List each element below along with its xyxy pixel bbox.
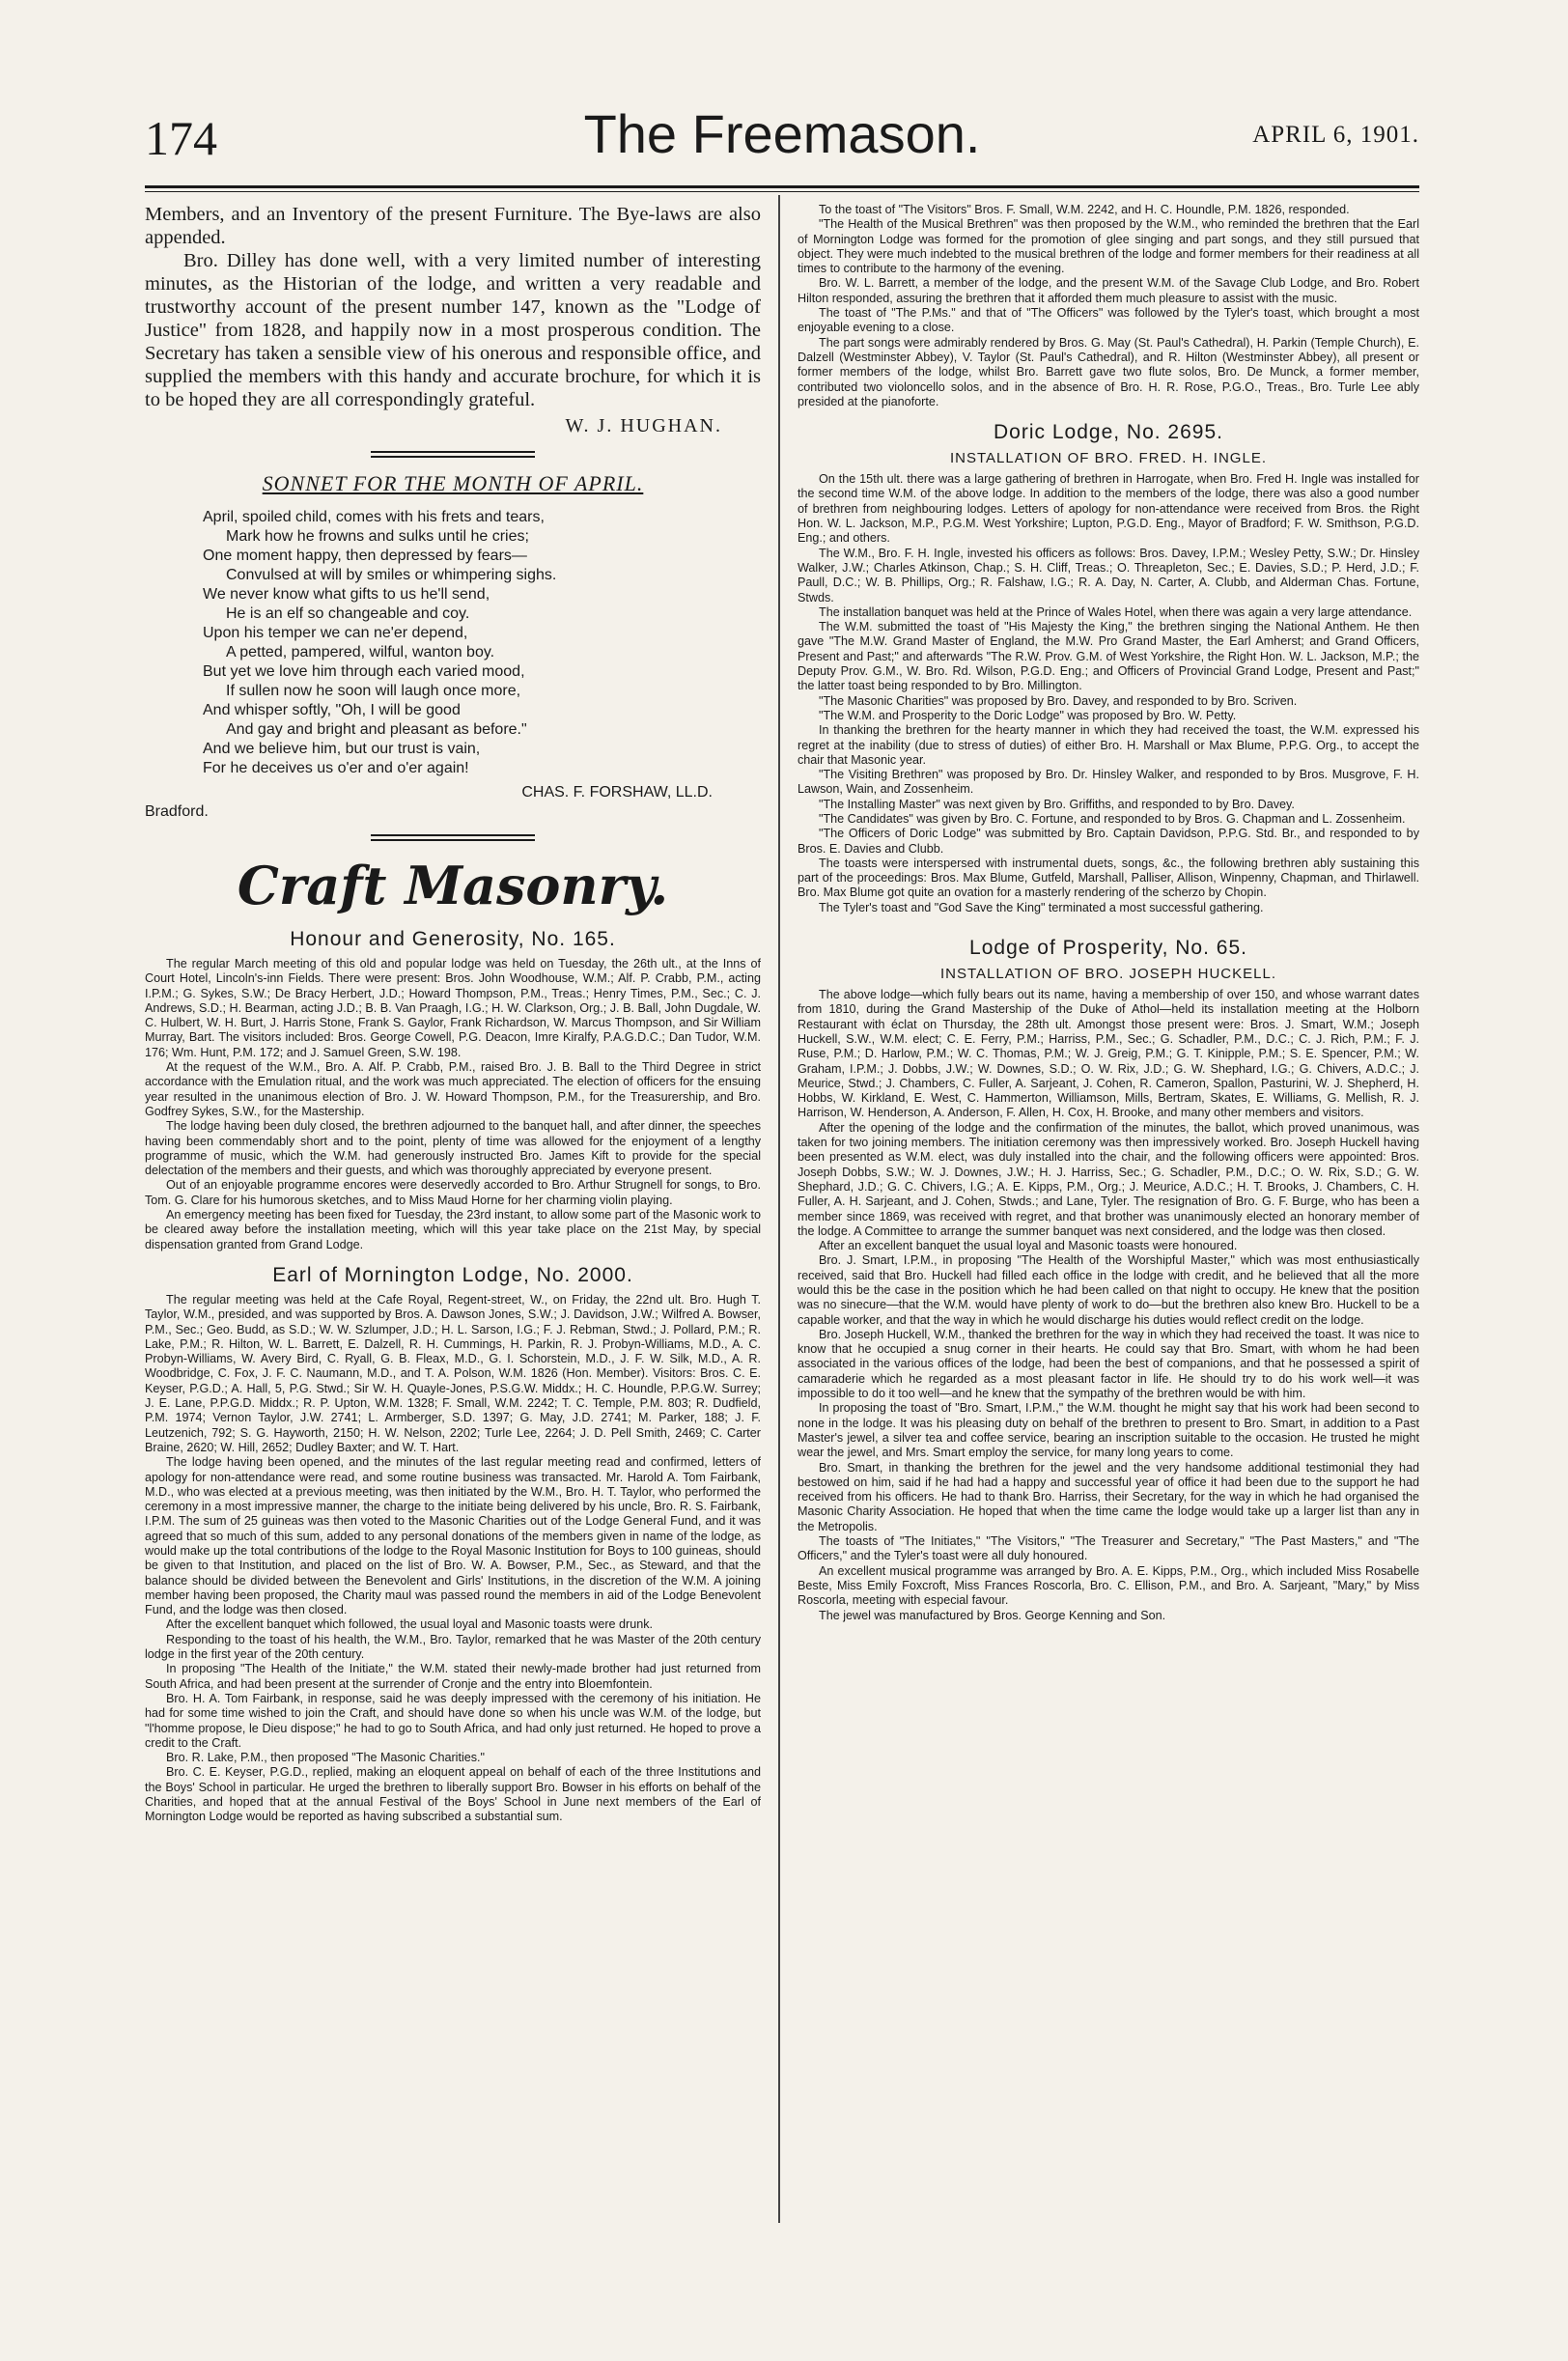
article-paragraph: The regular meeting was held at the Cafe Royal, Regent-street, W., on Friday, the 22nd ult. Bro. Hugh T. Taylor, W.M., presided, and was supported by Bros. A. Dawson Jones, S.W.; J. Davidson, J.W.; Wilfred A. Bowser, P.M., Sec.; Geo. Budd, as S.D.; W. W. Szlumper, J.D.; H. L. Sarson, I.G.; F. J. Rebman, Stwd.; J. Pollard, P.M.; R. Lake, P.M.; R. Hilton, W. L. Barrett, E. Dalzell, R. H. Cummings, H. Parkin, R. J. Probyn-Williams, M.D., A. C. Probyn-Williams, W. Avery Bird, C. Ryall, G. B. Fleax, M.D., G. I. Schorstein, M.D., J. F. W. Silk, M.D., A. R. Woodbridge, C. Fox, J. F. C. Naumann, M.D., and T. A. Polson, W.M. 1826 (Hon. Member). Visitors: Bros. C. E. Keyser, P.G.D.; A. Hall, 5, P.G. Stwd.; Sir W. H. Quayle-Jones, P.S.G.W. Middx.; H. C. Houndle, P.P.G.W. Surrey; J. E. Lane, P.P.G.D. Middx.; R. P. Upton, W.M. 1328; F. Small, W.M. 2242; T. C. Temple, P.M. 803; R. Dudfield, P.M. 1974; Vernon Taylor, J.W. 2741; L. Armberger, S.D. 1397; G. May, J.D. 2741; M. Parker, 188; J. F. Leutzenich, 792; S. G. Hayworth, 2150; H. W. Nelson, 2202; Turle Lee, 2264; J. D. Pell Smith, 2469; C. Carter Braine, 2620; W. Hill, 2652; Dudley Baxter; and W. T. Hart. <box>145 1292 761 1454</box>
article-paragraph: In proposing the toast of "Bro. Smart, I.P.M.," the W.M. thought he might say that his work had been second to none in the lodge. It was his pleasing duty on behalf of the brethren to present to Bro. Smart, in addition to a Past Master's jewel, a silver tea and coffee service, bearing an inscription suitable to the occasion. He trusted he might wear the jewel, and Mrs. Smart employ the service, for many long years to come. <box>798 1401 1419 1460</box>
poem-line: Convulsed at will by smiles or whimpering sighs. <box>226 567 557 583</box>
article-paragraph: Bro. Joseph Huckell, W.M., thanked the brethren for the way in which they had received the toast. It was nice to know that he occupied a snug corner in their hearts. He could say that Bro. Smart, with whom he had been associated in the various offices of the lodge, had been the best of companions, and that he possessed a spirit of camaraderie which he regarded as a most pleasant factor in life. He should try to do his work well—it was impossible to do it too well—and he knew that the sympathy of the brethren would be with him. <box>798 1327 1419 1401</box>
poem-line: He is an elf so changeable and coy. <box>226 605 470 622</box>
article-paragraph: The part songs were admirably rendered by Bros. G. May (St. Paul's Cathedral), H. Parkin (Temple Church), E. Dalzell (Westminster Abbey), V. Taylor (St. Paul's Cathedral), and R. Hilton (Westminster Abbey), all present or former members of the lodge, whilst Bro. Barrett gave two flute solos, Bro. De Munck, a former member, contributed two violoncello solos, and in the absence of Bro. H. R. Rose, P.G.O., Treas., Bro. Turle Lee ably presided at the pianoforte. <box>798 335 1419 408</box>
article-signature: W. J. HUGHAN. <box>565 415 722 436</box>
article-title: Lodge of Prosperity, No. 65. <box>969 937 1247 960</box>
poem-line: One moment happy, then depressed by fears— <box>203 548 527 564</box>
masthead <box>145 97 1419 174</box>
header-rule-thin <box>145 191 1419 192</box>
article-paragraph: In thanking the brethren for the hearty manner in which they had received the toast, the W.M. expressed his regret at the inability (due to stress of duties) of either Bro. H. Marshall or Max Blume, P.P.G. Org., to accept the chair that Masonic year. <box>798 723 1419 767</box>
left-column <box>145 203 761 2211</box>
section-divider <box>371 834 535 841</box>
poem-line: If sullen now he soon will laugh once more, <box>226 683 521 699</box>
column-separator <box>778 195 780 2223</box>
article-subtitle: INSTALLATION OF BRO. FRED. H. INGLE. <box>950 450 1267 467</box>
poem-line: A petted, pampered, wilful, wanton boy. <box>226 644 495 661</box>
intro-paragraph: Members, and an Inventory of the present Furniture. The Bye-laws are also appended. <box>145 204 761 248</box>
article-paragraph: The jewel was manufactured by Bros. George Kenning and Son. <box>819 1608 1166 1622</box>
article-paragraph: The toasts were interspersed with instrumental duets, songs, &c., the following brethren ably sustaining this part of the proceedings: Bros. Max Blume, Gutfeld, Marshall, Palliser, Allison, Winpenny, Chapman, and Thirlawell. Bro. Max Blume got quite an ovation for a masterly rendering of the scherzo by Chopin. <box>798 856 1419 900</box>
article-paragraph: The toast of "The P.Ms." and that of "The Officers" was followed by the Tyler's toast, which brought a most enjoyable evening to a close. <box>798 306 1419 335</box>
article-paragraph: The toasts of "The Initiates," "The Visitors," "The Treasurer and Secretary," "The Past Masters," and "The Officers," and the Tyler's toast were all duly honoured. <box>798 1534 1419 1563</box>
article-subtitle: INSTALLATION OF BRO. JOSEPH HUCKELL. <box>939 966 1276 983</box>
article-paragraph: "The W.M. and Prosperity to the Doric Lodge" was proposed by Bro. W. Petty. <box>819 708 1237 722</box>
page-number: 174 <box>145 111 217 165</box>
poem-line: But yet we love him through each varied mood, <box>203 663 525 680</box>
article-paragraph: After the opening of the lodge and the confirmation of the minutes, the ballot, which proved unanimous, was taken for two joining members. The initiation ceremony was then impressively worked. Bro. Joseph Huckell having been presented as W.M. elect, was duly installed into the chair, and the following officers were appointed: Bros. Joseph Dobbs, S.W.; W. J. Downes, J.W.; H. J. Harriss, Sec.; G. Schadler, P.M., D.C.; O. W. Rix, S.D.; G. W. Shephard, J.D.; G. C. Chivers, I.G.; A. E. Kipps, P.M., Org.; J. Meurice, A.D.C.; H. T. Brooks, J. Chambers, C. H. Fuller, A. H. Sarjeant, and J. Cohen, Stwds.; and Lane, Tyler. The resignation of Bro. G. F. Burge, who has been a member since 1869, was received with regret, and that brother was unanimously elected an honorary member of the lodge. A Committee to arrange the summer banquet was next considered, and the lodge was then closed. <box>798 1120 1419 1238</box>
poem-line: And we believe him, but our trust is vain, <box>203 741 481 757</box>
poem-line: April, spoiled child, comes with his frets and tears, <box>203 509 545 525</box>
poem-line: For he deceives us o'er and o'er again! <box>203 760 469 776</box>
article-paragraph: The lodge having been duly closed, the brethren adjourned to the banquet hall, and after dinner, the speeches having been commendably short and to the point, plenty of time was allowed for the enjoyment of a lengthy programme of music, which the W.M. had generously instructed Bro. James Kift to provide for the special delectation of the members and their guests, and which was thoroughly appreciated by everyone present. <box>145 1119 761 1178</box>
article-paragraph: Bro. R. Lake, P.M., then proposed "The Masonic Charities." <box>166 1751 486 1765</box>
article-paragraph: An emergency meeting has been fixed for Tuesday, the 23rd instant, to allow some part of the Masonic work to be cleared away before the installation meeting, which will this year take place on the 21st May, by special dispensation granted from Grand Lodge. <box>145 1208 761 1251</box>
article-title: Doric Lodge, No. 2695. <box>994 421 1223 444</box>
article-paragraph: The W.M. submitted the toast of "His Majesty the King," the brethren singing the National Anthem. He then gave "The M.W. Grand Master of England, the M.W. Pro Grand Master, the Earl Amherst; and Grand Officers, Present and Past;" and afterwards "The R.W. Prov. G.M. of West Yorkshire, the Right Hon. W. L. Jackson, M.P.; the Deputy Prov. G.M., W. Bro. Rd. Wilson, P.G.D. Eng.; and Officers of Provincial Grand Lodge, Present and Past;" the latter toast being responded to by Bro. Millington. <box>798 620 1419 693</box>
article-paragraph: In proposing "The Health of the Initiate," the W.M. stated their newly-made brother had just returned from South Africa, and had been present at the surrender of Cronje and the entry into Bloemfontein. <box>145 1662 761 1691</box>
article-paragraph: To the toast of "The Visitors" Bros. F. Small, W.M. 2242, and H. C. Houndle, P.M. 1826, responded. <box>819 203 1350 216</box>
article-paragraph: An excellent musical programme was arranged by Bro. A. E. Kipps, P.M., Org., which included Miss Rosabelle Beste, Miss Emily Foxcroft, Miss Frances Roscorla, Bro. C. Ellison, P.M., and Bro. A. Sarjeant, "Mary," by Miss Roscorla, meeting with especial favour. <box>798 1563 1419 1608</box>
sonnet-place: Bradford. <box>145 803 209 820</box>
article-paragraph: Bro. Smart, in thanking the brethren for the jewel and the very handsome additional testimonial they had bestowed on him, said if he had had a happy and successful year of office it had been due to the support he had received from his officers. He had to thank Bro. Harriss, their Secretary, for the way in which he had organised the Masonic Charity Association. He hoped that when the time came the lodge would take up a larger list than any in the Metropolis. <box>798 1460 1419 1533</box>
article-paragraph: On the 15th ult. there was a large gathering of brethren in Harrogate, when Bro. Fred H. Ingle was installed for the second time W.M. of the above lodge. In addition to the members of the lodge, there was also a good number of brethren from neighbouring lodges. Letters of apology for non-attendance were received from Bros. the Right Hon. W. L. Jackson, M.P., P.G.M. West Yorkshire; Lupton, P.G.D. Eng., Mayor of Bradford; F. W. Smithson, P.G.D. Eng.; and others. <box>798 472 1419 546</box>
article-paragraph: At the request of the W.M., Bro. A. Alf. P. Crabb, P.M., raised Bro. J. B. Ball to the Third Degree in strict accordance with the Emulation ritual, and the work was much appreciated. The election of officers for the ensuing year resulted in the unanimous election of Bro. J. W. Howard Thompson, P.M., for the Treasurership, and Bro. Godfrey Sykes, S.W., for the Mastership. <box>145 1060 761 1118</box>
poem-line: And whisper softly, "Oh, I will be good <box>203 702 461 718</box>
article-paragraph: The installation banquet was held at the Prince of Wales Hotel, when there was again a very large attendance. <box>819 604 1413 619</box>
poem-line: Mark how he frowns and sulks until he cries; <box>226 528 529 545</box>
section-divider <box>371 451 535 458</box>
article-paragraph: After the excellent banquet which followed, the usual loyal and Masonic toasts were drunk. <box>166 1617 654 1632</box>
article-paragraph: The W.M., Bro. F. H. Ingle, invested his officers as follows: Bros. Davey, I.P.M.; Wesley Petty, S.W.; Dr. Hinsley Walker, J.W.; Charles Atkinson, Chap.; S. H. Cliff, Treas.; O. Threapleton, Sec.; E. Davies, S.D.; P. Herd, J.D.; F. Paull, D.C.; W. B. Phillips, Org.; R. Falshaw, I.G.; R. A. Day, N. Carter, A. Clubb, and Alderman Chas. Fortune, Stwds. <box>798 546 1419 604</box>
article-paragraph: Bro. C. E. Keyser, P.G.D., replied, making an eloquent appeal on behalf of each of the three Institutions and the Boys' School in particular. He urged the brethren to liberally support Bro. Bowser in his efforts on behalf of the Charities, and hoped that at the annual Festival of the Boys' School in June next members of the Earl of Mornington Lodge would be reported as having subscribed a substantial sum. <box>145 1765 761 1824</box>
article-paragraph: "The Installing Master" was next given by Bro. Griffiths, and responded to by Bro. Davey. <box>819 797 1295 811</box>
poem-line: And gay and bright and pleasant as before." <box>226 721 527 738</box>
section-heading-craft-masonry: Craft Masonry. <box>237 855 669 916</box>
article-paragraph: Out of an enjoyable programme encores were deservedly accorded to Bro. Arthur Strugnell for songs, to Bro. Tom. G. Clare for his humorous sketches, and to Miss Maud Horne for her charming violin playing. <box>145 1178 761 1207</box>
intro-paragraph: Bro. Dilley has done well, with a very limited number of interesting minutes, as the Historian of the lodge, and written a very readable and trustworthy account of the present number 147, known as the "Lodge of Justice" from 1828, and happily now in a most prosperous condition. The Secretary has taken a sensible view of his onerous and responsible office, and supplied the members with this handy and accurate brochure, for which it is to be hoped they are all correspondingly grateful. <box>145 250 761 410</box>
sonnet-body <box>203 508 761 778</box>
article-paragraph: "The Candidates" was given by Bro. C. Fortune, and responded to by Bros. G. Chapman and L. Zossenheim. <box>819 811 1406 826</box>
article-title: Earl of Mornington Lodge, No. 2000. <box>272 1263 633 1286</box>
article-paragraph: Bro. W. L. Barrett, a member of the lodge, and the present W.M. of the Savage Club Lodge, and Bro. Robert Hilton responded, assuring the brethren that it afforded them much pleasure to assist with the music. <box>798 276 1419 305</box>
article-paragraph: "The Officers of Doric Lodge" was submitted by Bro. Captain Davidson, P.P.G. Std. Br., and responded to by Bros. E. Davies and Clubb. <box>798 827 1419 856</box>
poem-line: We never know what gifts to us he'll send, <box>203 586 490 603</box>
article-paragraph: "The Visiting Brethren" was proposed by Bro. Dr. Hinsley Walker, and responded to by Bros. Musgrove, F. H. Lawson, Wain, and Zossenheim. <box>798 768 1419 797</box>
newspaper-title: The Freemason. <box>583 103 981 164</box>
article-paragraph: After an excellent banquet the usual loyal and Masonic toasts were honoured. <box>819 1239 1238 1253</box>
right-column <box>798 203 1419 2211</box>
article-paragraph: "The Health of the Musical Brethren" was then proposed by the W.M., who reminded the brethren that the Earl of Mornington Lodge was formed for the promotion of glee singing and part songs, and they still pursued that object. They were much indebted to the musical brethren of the lodge and former members for their readiness at all times to contribute to the harmony of the evening. <box>798 217 1419 276</box>
article-paragraph: Bro. J. Smart, I.P.M., in proposing "The Health of the Worshipful Master," which was most enthusiastically received, said that Bro. Huckell had filled each office in the lodge with credit, and he believed that all the more would this be the case in the position which he had been called on that night to occupy. He knew that the position was no sinecure—that the W.M. would have plenty of work to do—but the brethren also knew Bro. Huckell to be a capable worker, and that the way in which he would discharge his duties would reflect credit on the lodge. <box>798 1253 1419 1327</box>
article-title: Honour and Generosity, No. 165. <box>290 928 616 950</box>
article-paragraph: The lodge having been opened, and the minutes of the last regular meeting read and confirmed, letters of apology for non-attendance were read, and some routine business was transacted. Mr. Harold A. Tom Fairbank, M.D., who was elected at a previous meeting, was then initiated by the W.M., Bro. H. T. Taylor, who performed the ceremony in a most impressive manner, the charge to the initiate being delivered by his uncle, Bro. R. S. Fairbank, I.P.M. The sum of 25 guineas was then voted to the Masonic Charities out of the Lodge General Fund, and it was agreed that so much of this sum, added to any personal donations of the members given in name of the lodge, as would make up the total contributions of the lodge to the Royal Masonic Institution for Boys to 100 guineas, should be given to that Institution, and placed on the list of Bro. W. A. Bowser, P.M., Sec., as Steward, and that the balance should be divided between the Benevolent and Girls' Institutions, in the discretion of the W.M. A joining member having been proposed, the Charity maul was passed round the members in aid of the Lodge Benevolent Fund, and the lodge was then closed. <box>145 1455 761 1617</box>
article-paragraph: The above lodge—which fully bears out its name, having a membership of over 150, and whose warrant dates from 1810, during the Grand Mastership of the Duke of Athol—held its installation meeting at the Holborn Restaurant with éclat on Thursday, the 28th ult. Amongst those present were: Bros. J. Smart, W.M.; Joseph Huckell, S.W., W.M. elect; C. E. Ferry, P.M.; Harriss, P.M., Sec.; G. Schadler, P.M., D.C.; C. J. Rich, P.M.; F. J. Ruse, P.M.; D. Harlow, P.M.; W. C. Thomas, P.M.; W. J. Greig, P.M.; G. T. Kinipple, P.M.; S. E. Spencer, P.M.; W. Graham, I.P.M.; J. Dobbs, J.W.; W. Downes, S.D.; O. W. Rix, J.D.; G. W. Shephard, I.G.; G. Chivers, A.D.C.; J. Meurice, Stwd.; J. Chambers, C. Fuller, A. Sarjeant, J. Cohen, R. Cameron, Spallon, Pasturini, W. J. Shepherd, H. Hobbs, W. Kirkland, E. West, C. Hammerton, Williamson, Mills, Bertram, Skates, E. Williams, G. Mellish, R. J. Harrison, W. Henderson, A. Anderson, F. Allen, H. Cox, H. Brooke, and many other members and visitors. <box>798 988 1419 1120</box>
article-paragraph: The regular March meeting of this old and popular lodge was held on Tuesday, the 26th ult., at the Inns of Court Hotel, Lincoln's-inn Fields. There were present: Bros. John Woodhouse, W.M.; Alf. P. Crabb, P.M., acting I.P.M.; G. Sykes, S.W.; De Bracy Herbert, J.D.; Howard Thompson, P.M., Treas.; Henry Times, P.M., Sec.; C. J. Andrews, S.D.; H. Bearman, acting J.D.; B. B. Van Praagh, I.G.; H. W. Clarkson, Org.; J. B. Ball, John Dugdale, W. C. Hulbert, W. H. Burt, J. Harris Stone, Frank S. Gaylor, Frank Richardson, W. Marcus Thompson, and Sir William Murray, Bart. The visitors included: Bros. George Cowell, P.G. Deacon, Imre Kiralfy, P.A.G.D.C.; Dan Tudor, W.M. 176; Wm. Hunt, P.M. 172; and J. Samuel Green, S.W. 198. <box>145 957 761 1059</box>
article-paragraph: The Tyler's toast and "God Save the King" terminated a most successful gathering. <box>819 900 1264 914</box>
header-rule <box>145 185 1419 188</box>
poem-line: Upon his temper we can ne'er depend, <box>203 625 468 641</box>
article-paragraph: Responding to the toast of his health, the W.M., Bro. Taylor, remarked that he was Master of the 20th century lodge in the first year of the 20th century. <box>145 1632 761 1662</box>
sonnet-author: CHAS. F. FORSHAW, LL.D. <box>521 784 713 801</box>
article-paragraph: "The Masonic Charities" was proposed by Bro. Davey, and responded to by Bro. Scriven. <box>819 693 1298 708</box>
article-paragraph: Bro. H. A. Tom Fairbank, in response, said he was deeply impressed with the ceremony of his initiation. He had for some time wished to join the Craft, and should have done so when his uncle was W.M. of the lodge, but "l'homme propose, le Dieu dispose;" he had to go to South Africa, and had only just returned. He hoped to prove a credit to the Craft. <box>145 1691 761 1750</box>
sonnet-title: SONNET FOR THE MONTH OF APRIL. <box>262 471 644 495</box>
issue-date: APRIL 6, 1901. <box>1252 122 1419 148</box>
